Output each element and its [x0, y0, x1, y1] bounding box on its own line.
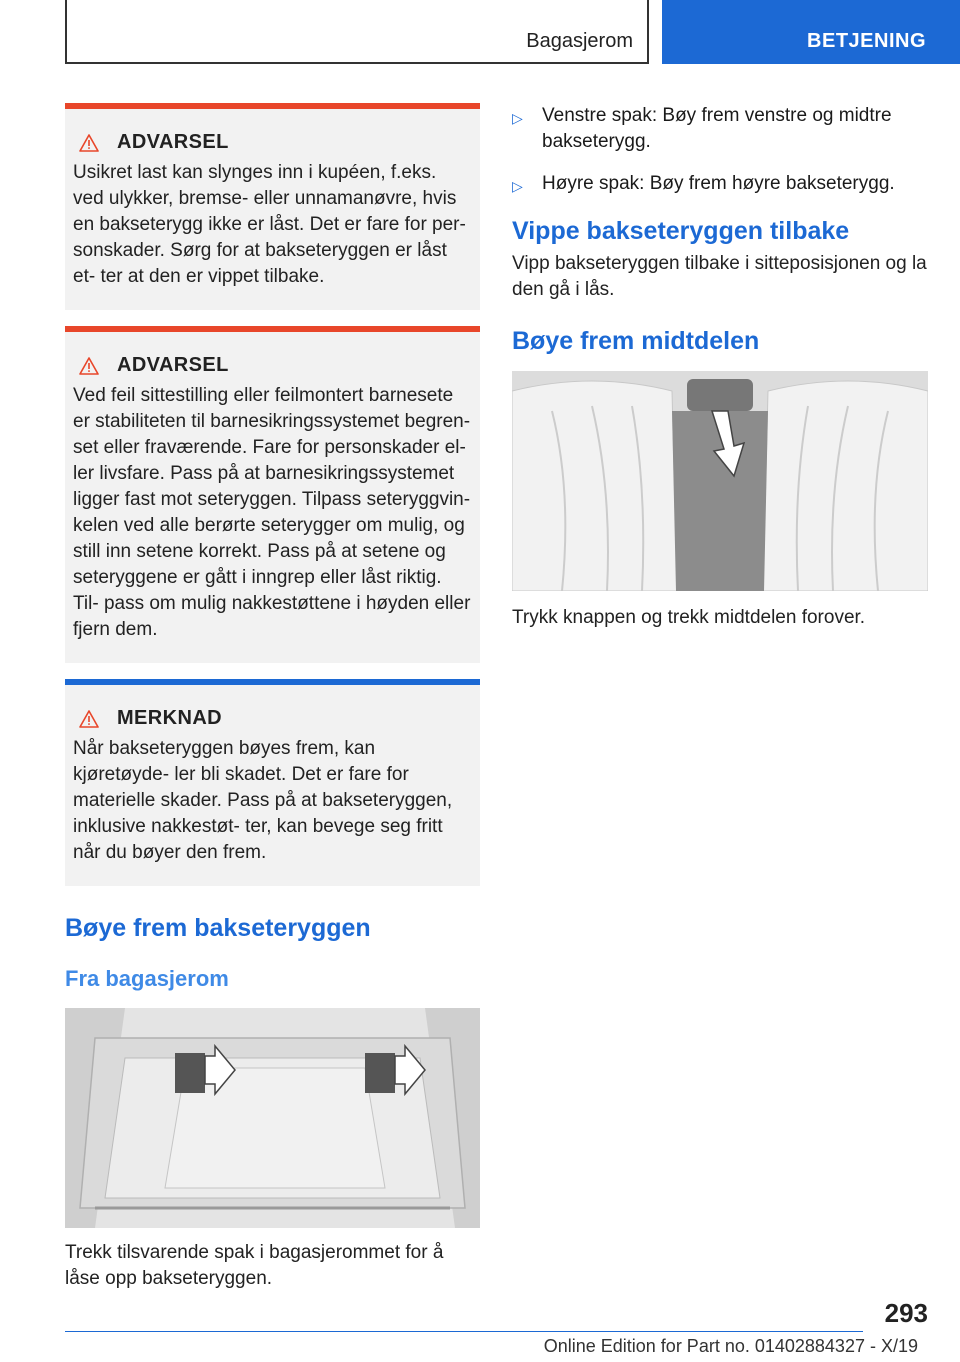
- triangle-bullet-icon: ▷: [512, 178, 523, 194]
- page-number: 293: [884, 1298, 928, 1328]
- trunk-levers-image: [65, 1008, 480, 1228]
- trunk-illustration: [65, 1008, 480, 1228]
- list-item: [512, 103, 928, 155]
- trunk-caption: Trekk tilsvarende spak i bagasjerommet for å låse opp bakseteryggen.: [65, 1242, 444, 1289]
- warning-text: Ved feil sittestilling eller feilmontert barnesete er stabiliteten til barnesikringssystemet begren‐ set eller fraværende. Fare for personskader el‐ ler livsfare. Pass på at barnesikringssystemet ligger fast mot seteryggen. Tilpass seteryggvin‐ kelen ved alle berørte seterygger om mulig, og still inn setene korrekt. Pass på at setene og seteryggene er gått i inngrep eller låst riktig. Til‐ pass om mulig nakkestøttene i høyden eller fjern dem.: [73, 385, 471, 640]
- list-item: [512, 171, 928, 199]
- middle-seat-illustration: [512, 371, 928, 591]
- warning-box-2: [65, 326, 480, 663]
- warning-label: ADVARSEL: [117, 354, 229, 376]
- chapter-title: Bagasjerom: [526, 30, 633, 52]
- middle-caption: Trykk knappen og trekk midtdelen forover.: [512, 607, 866, 628]
- footer-edition: Online Edition for Part no. 01402884327 - X/19: [543, 1336, 918, 1356]
- triangle-bullet-icon: ▷: [512, 110, 523, 126]
- warning-label: ADVARSEL: [117, 131, 229, 153]
- lever-list: [512, 103, 928, 199]
- tilt-back-paragraph: Vipp bakseteryggen tilbake i sitteposisjonen og la den gå i lås.: [512, 253, 927, 300]
- left-column: [65, 103, 480, 1292]
- note-label: MERKNAD: [117, 707, 223, 729]
- footer-divider: [65, 1331, 863, 1332]
- section-title: BETJENING: [807, 30, 926, 52]
- header-section-tab: [662, 0, 960, 64]
- subheading-from-trunk: Fra bagasjerom: [65, 966, 229, 991]
- list-item-text: Høyre spak: Bøy frem høyre bakseterygg.: [542, 173, 895, 194]
- list-item-text: Venstre spak: Bøy frem venstre og midtre bakseterygg.: [542, 105, 892, 152]
- section-heading-fold-middle: Bøye frem midtdelen: [512, 327, 760, 355]
- warning-triangle-icon: [79, 357, 99, 375]
- middle-section-image: [512, 371, 928, 591]
- note-triangle-icon: [79, 710, 99, 728]
- note-text: Når bakseteryggen bøyes frem, kan kjøretøyde‐ ler bli skadet. Det er fare for materielle skader. Pass på at bakseteryggen, inklusive nakkestøt‐ ter, kan bevege seg fritt når du bøyer den frem.: [73, 738, 453, 863]
- warning-text: Usikret last kan slynges inn i kupéen, f.eks. ved ulykker, bremse- eller unnamanøvre, hvis en bakseterygg ikke er låst. Det er fare for per‐ sonskader. Sørg for at bakseteryggen er låst et‐ ter at den er vippet tilbake.: [73, 162, 466, 287]
- warning-box-1: [65, 103, 480, 310]
- header-chapter-box: [65, 0, 649, 64]
- warning-triangle-icon: [79, 134, 99, 152]
- right-column: [512, 103, 928, 631]
- section-heading-fold-backrest: Bøye frem bakseteryggen: [65, 914, 371, 942]
- section-heading-tilt-back: Vippe bakseteryggen tilbake: [512, 217, 850, 245]
- note-box: [65, 679, 480, 886]
